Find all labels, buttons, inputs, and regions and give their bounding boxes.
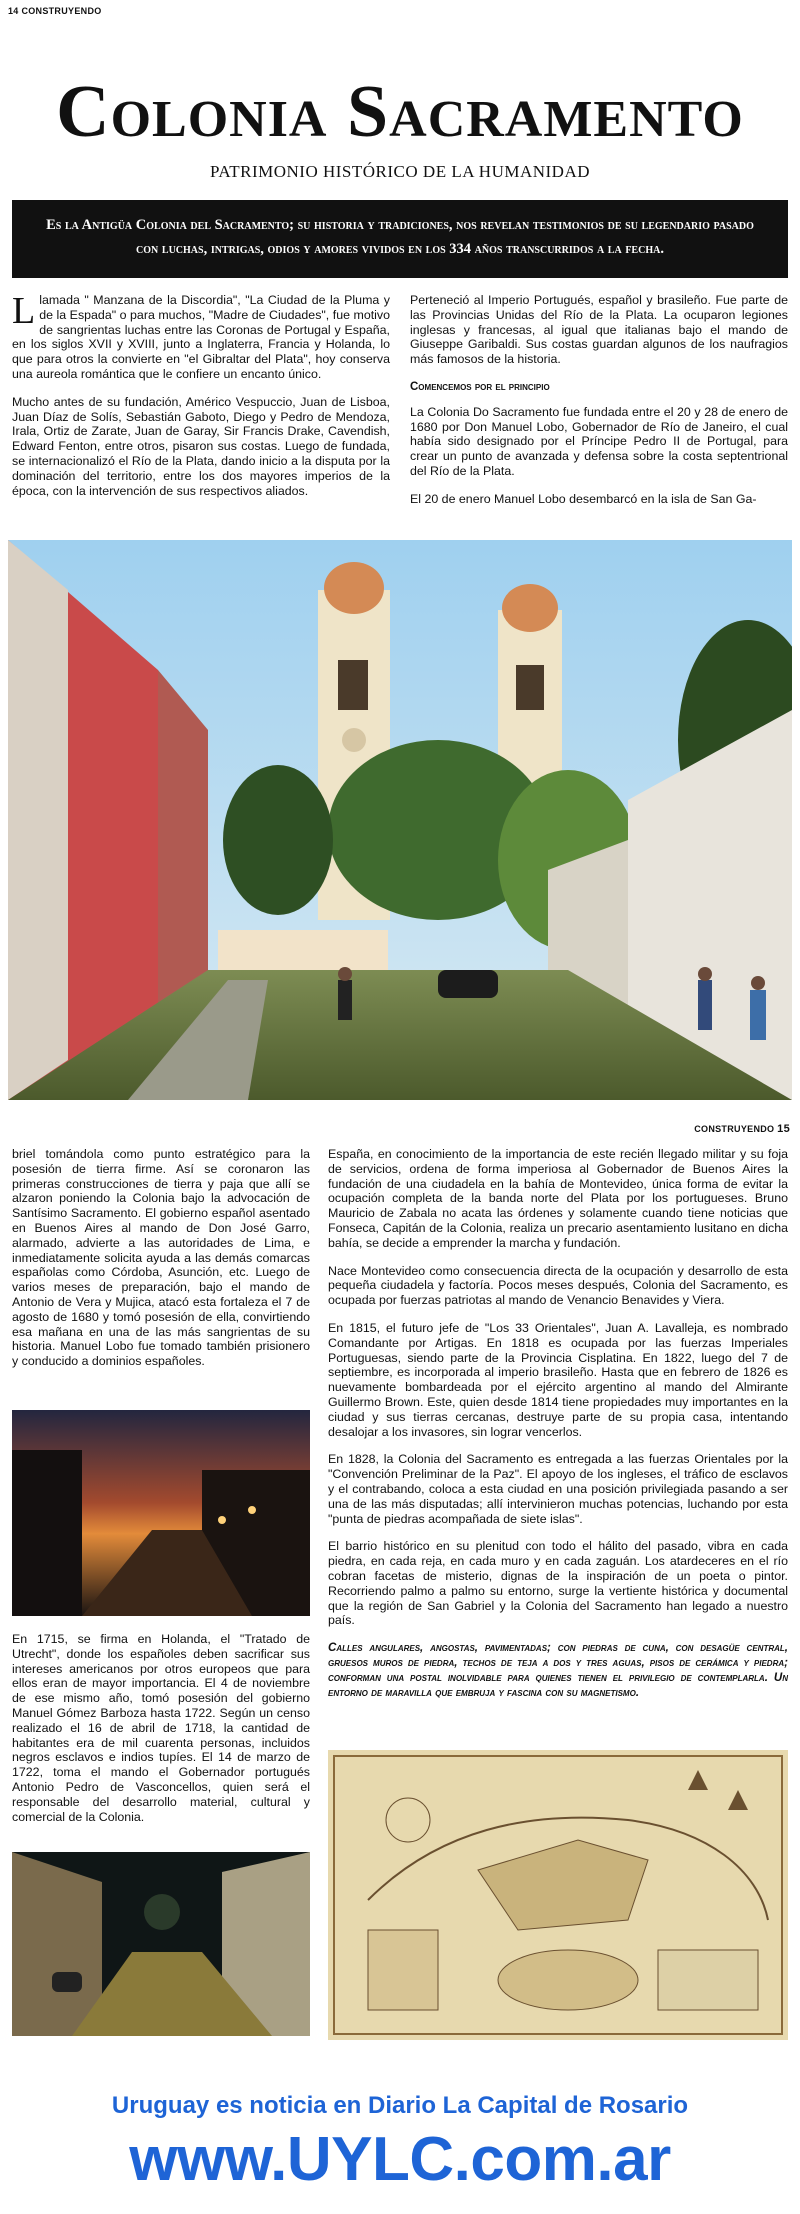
paragraph: El barrio histórico en su plenitud con todo el hálito del pasado, vibra en cada piedra, en cada reja, en cada muro y en cada zaguán. Los atardeceres en el río cobran facetas de misterio, dignas de la inspiración de un poeta o pintor. Recorriendo palmo a palmo su entorno, surge la vertiente histórica y documental que la región de San Gabriel y la Colonia del Sacramento han legado a nuestro país. xyxy=(328,1539,788,1628)
paragraph: Nace Montevideo como consecuencia directa de la ocupación y desarrollo de esta pequeña ciudadela y factoría. Pocos meses después, Colonia del Sacramento, es ocupada por fuerzas patriotas al mando de Venancio Benavides y Viera. xyxy=(328,1263,788,1308)
page-title: Colonia Sacramento xyxy=(56,71,744,153)
page-header-left xyxy=(8,6,102,16)
column-right-p2 xyxy=(328,1147,788,1713)
closing-paragraph: Calles angulares, angostas, pavimentadas; con piedras de cuna, con desagüe central, gruesos muros de piedra, techos de teja a dos y tres aguas, pisos de cerámica y piedra; conforman una postal inolvidable para quienes tienen el privilegio de contemplarla. Un entorno de maravilla que embruja y fascina con su magnetismo. xyxy=(328,1641,788,1699)
night-street-photo xyxy=(12,1852,310,2036)
paragraph: España, en conocimiento de la importancia de este recién llegado militar y su foja de servicios, ordena de forma imperiosa al Gobernador de Buenos Aires la fundación de una ciudadela en la bahía de Montevideo, única forma de evitar la ocupación completa de la banda norte del Plata por los portugueses. Bruno Mauricio de Zabala no acata las órdenes y solamente cuando tiene noticias que Fonseca, Capitán de la Colonia, realiza un precario asentamiento lusitano en dicha bahía, se decide a emprender la marcha y fundación. xyxy=(328,1147,788,1250)
column-left-p1 xyxy=(12,290,390,511)
drop-cap: L xyxy=(12,290,36,332)
section-name: CONSTRUYENDO xyxy=(21,6,102,16)
page-number: 14 xyxy=(8,6,19,16)
paragraph: El 20 de enero Manuel Lobo desembarcó en la isla de San Ga- xyxy=(410,491,757,506)
subtitle: PATRIMONIO HISTÓRICO DE LA HUMANIDAD xyxy=(209,162,591,181)
paragraph: Perteneció al Imperio Portugués, español y brasileño. Fue parte de las Provincias Unidas del Río de la Plata. La ocuparon legiones inglesas y francesas, al igual que italianas bajo el mando de Giuseppe Garibaldi. Sus costas guardan algunos de los naufragios más famosos de la historia. xyxy=(410,293,788,367)
paragraph: briel tomándola como punto estratégico para la posesión de tierra firme. Así se coronaron las primeras construcciones de tierra y paja que allí se alzaron poniendo la Colonia bajo la advocación de Santísimo Sacramento. El gobierno español asentado en Buenos Aires al mando de Don José Garro, alarmado, advierte a las autoridades de Lima, e inmediatamente solicita ayuda a las demás comarcas españolas como Córdoba, Asunción, etc. Luego de varios meses de preparación, bajo el mando de Antonio de Vera y Mujica, atacó esta fortaleza el 7 de agosto de 1680 y tomó posesión de ella, convirtiendo esa mañana en una de las más sangrientas de su historia. Manuel Lobo fue tomado también prisionero y conducido a dominios españoles. xyxy=(12,1147,310,1369)
main-photo-street-church xyxy=(8,540,792,1100)
paragraph: Mucho antes de su fundación, Américo Vespuccio, Juan de Lisboa, Juan Díaz de Solís, Sebastián Gaboto, Diego y Pedro de Mendoza, Irala, Ortiz de Zarate, Juan de Garay, Sir Francis Drake, Cavendish, Edward Fenton, entre otros, pisaron sus costas. Luego de fundada, se internacionalizó el Río de la Plata, dando inicio a la disputa por la dominación del territorio, entre los dos mayores imperios de la época, con la intervención de sus respectivos aliados. xyxy=(12,394,390,498)
sunset-street-photo xyxy=(12,1410,310,1616)
paragraph: En 1715, se firma en Holanda, el "Tratado de Utrecht", donde los españoles deben sacrificar sus intereses americanos por otros europeos que para ellos eran de mayor importancia. El 4 de noviembre de ese mismo año, tomó posesión del gobierno Manuel Gómez Barboza hasta 1722. Según un censo realizado el 16 de abril de 1718, la cantidad de habitantes era de mil cuarenta personas, incluidos negros esclavos e indios tupíes. El 14 de marzo de 1722, toma el mando el Gobernador portugués Antonio Pedro de Vasconcellos, quien será el responsable del desarrollo material, cultural y comercial de la Colonia. xyxy=(12,1632,310,1824)
historical-map-image xyxy=(328,1750,788,2040)
paragraph: En 1828, la Colonia del Sacramento es entregada a las fuerzas Orientales por la "Convención Preliminar de la Paz". El apoyo de los ingleses, el tráfico de esclavos y el contrabando, coloca a esta ciudad en una posición privilegiada pasando a ser una de las más disputadas; allí intervinieron muchas potencias, luchando por esta "punta de piedras acompañada de siete islas". xyxy=(328,1452,788,1526)
section-subhead: Comencemos por el principio xyxy=(410,380,550,393)
promo-url-link[interactable]: www.UYLC.com.ar xyxy=(129,2125,671,2194)
paragraph: lamada " Manzana de la Discordia", "La Ciudad de la Pluma y de la Espada" o para muchos, "Madre de Ciudades", fue motivo de sangrientas luchas entre las Coronas de Portugal y España, en los siglos XVII y XVIII, junto a Inglaterra, Francia y Holanda, lo que para otros la convierte en "el Gibraltar del Plata", hoy conserva una aureola romántica que le confiere un encanto único. xyxy=(12,293,390,381)
column-right-p1 xyxy=(410,293,788,520)
column-left-p2-top xyxy=(12,1147,310,1382)
paragraph: En 1815, el futuro jefe de "Los 33 Orientales", Juan A. Lavalleja, es nombrado Comandante por Artigas. En 1818 es ocupada por las fuerzas Imperiales Portuguesas, siendo parte de la Provincia Cisplatina. En 1822, luego del 7 de septiembre, es incorporada al imperio brasileño. Hasta que en febrero de 1826 es nuevamente bombardeada por el ejército argentino al mando del Almirante Guillermo Brown. Este, quien desde 1814 tiene propiedades muy importantes en la ciudad y sus tierras cercanas, destruye parte de su propia casa, intentando desalojar a los invasores, sin lograr vencerlos. xyxy=(328,1320,788,1439)
page-header-right xyxy=(694,1123,790,1135)
column-left-p2-bottom xyxy=(12,1632,310,1837)
page-number: 15 xyxy=(777,1123,790,1135)
section-name: CONSTRUYENDO xyxy=(694,1124,775,1134)
deck-box: Es la Antigüa Colonia del Sacramento; su historia y tradiciones, nos revelan testimonios de su legendario pasado con luchas, intrigas, odios y amores vividos en los 334 años transcurridos a la fecha. xyxy=(12,200,788,278)
promo-text: Uruguay es noticia en Diario La Capital de Rosario xyxy=(111,2092,689,2119)
paragraph: La Colonia Do Sacramento fue fundada entre el 20 y 28 de enero de 1680 por Don Manuel Lobo, Gobernador de Río de Janeiro, el cual había sido designado por el Príncipe Pedro II de Portugal, para crear un punto de avanzada y defensa sobre la costa septentrional del Río de la Plata. xyxy=(410,404,788,478)
